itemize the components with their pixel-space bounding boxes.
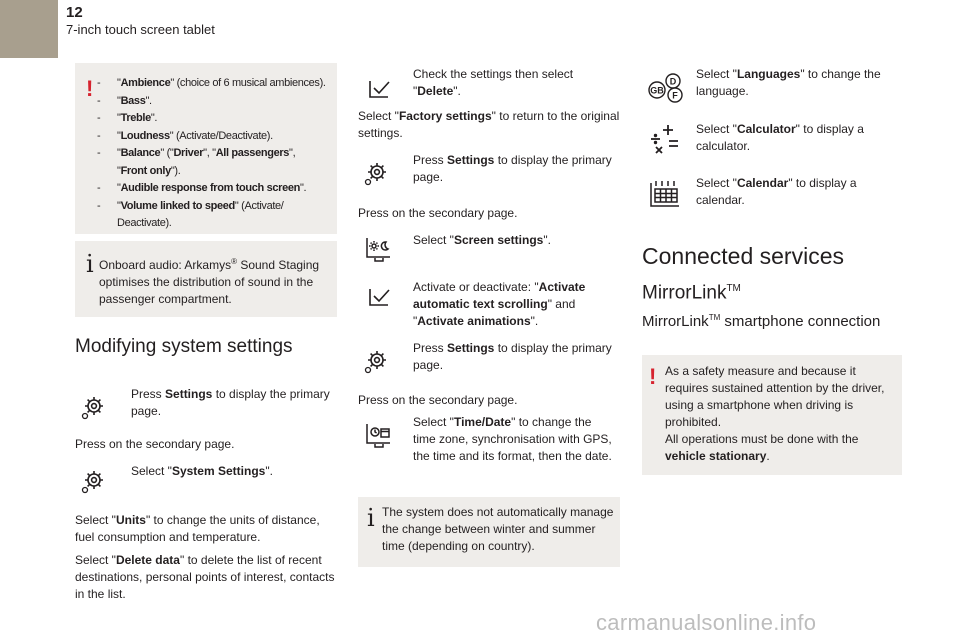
settings-gear-icon	[80, 466, 110, 496]
page-number: 12	[66, 4, 83, 21]
connected-services-heading: Connected services	[642, 243, 844, 269]
step-activate-scrolling: Activate or deactivate: "Activate automatic text scrolling" and "Activate animations".	[413, 280, 586, 328]
language-label-d: D	[669, 76, 677, 87]
list-item: - "Balance" ("Driver", "All passengers",	[97, 147, 296, 159]
section-title: 7-inch touch screen tablet	[66, 22, 215, 37]
mirrorlink-heading: MirrorLink™	[642, 282, 741, 304]
screen-brightness-icon	[364, 234, 394, 264]
list-item: - "Treble".	[97, 112, 158, 124]
list-item: - "Ambience" (choice of 6 musical ambiences).	[97, 77, 326, 89]
step-time-date: Select "Time/Date" to change the time zone, synchronisation with GPS, the time and its format, then the date.	[413, 415, 612, 463]
info-icon: i	[86, 250, 94, 278]
language-label-f: F	[672, 90, 678, 101]
smartphone-warning-text: As a safety measure and because it requires sustained attention by the driver, using a smartphone when driving is prohibited. All operations must be done with the vehicle stationary.	[665, 364, 885, 463]
page-tab	[0, 0, 58, 58]
language-label-gb: GB	[650, 85, 664, 96]
audio-settings-list	[97, 75, 333, 233]
checkbox-tick-icon	[364, 282, 394, 312]
step-press-settings: Press Settings to display the primary page.	[131, 387, 330, 418]
settings-gear-icon	[363, 346, 393, 376]
settings-gear-icon	[80, 392, 110, 422]
list-item: - "Loudness" (Activate/Deactivate).	[97, 129, 273, 142]
info-icon: i	[367, 504, 375, 532]
clock-calendar-icon	[364, 420, 394, 450]
step-check-delete: Check the settings then select "Delete".	[413, 67, 574, 98]
step-press-settings: Press Settings to display the primary page.	[413, 153, 612, 184]
calculator-icon	[648, 122, 682, 156]
step-press-settings: Press Settings to display the primary page.	[413, 341, 612, 372]
step-units: Select "Units" to change the units of distance, fuel consumption and temperature.	[75, 513, 320, 544]
list-item: - "Audible response from touch screen".	[97, 182, 307, 194]
step-delete-data: Select "Delete data" to delete the list of recent destinations, personal points of interest, contacts in the list.	[75, 553, 335, 601]
step-languages: Select "Languages" to change the language.	[696, 67, 881, 98]
list-item: - "Volume linked to speed" (Activate/	[97, 199, 284, 212]
list-item: - "Bass".	[97, 94, 152, 107]
step-screen-settings: Select "Screen settings".	[413, 233, 551, 247]
time-info-text: The system does not automatically manage the change between winter and summer time (depending on country).	[382, 505, 614, 553]
step-calculator: Select "Calculator" to display a calculator.	[696, 122, 864, 153]
step-secondary-page: Press on the secondary page.	[358, 393, 518, 407]
step-factory-settings: Select "Factory settings" to return to the original settings.	[358, 109, 620, 140]
warning-icon: !	[86, 76, 94, 101]
step-secondary-page: Press on the secondary page.	[75, 437, 235, 451]
warning-icon: !	[649, 364, 657, 389]
calendar-icon	[648, 178, 682, 210]
mirrorlink-connection-heading: MirrorLink™ smartphone connection	[642, 313, 881, 330]
settings-gear-icon	[363, 158, 393, 188]
step-secondary-page: Press on the secondary page.	[358, 206, 518, 220]
watermark: carmanualsonline.info	[596, 610, 817, 635]
list-item: Deactivate).	[117, 217, 172, 229]
arkamys-info-text: Onboard audio: Arkamys® Sound Staging optimises the distribution of sound in the passenger compartment.	[99, 257, 320, 306]
step-system-settings: Select "System Settings".	[131, 464, 273, 478]
step-calendar: Select "Calendar" to display a calendar.	[696, 176, 857, 207]
languages-icon	[645, 72, 687, 104]
list-item: "Front only").	[117, 164, 181, 177]
modifying-settings-heading: Modifying system settings	[75, 336, 293, 357]
checkbox-tick-icon	[364, 74, 394, 104]
